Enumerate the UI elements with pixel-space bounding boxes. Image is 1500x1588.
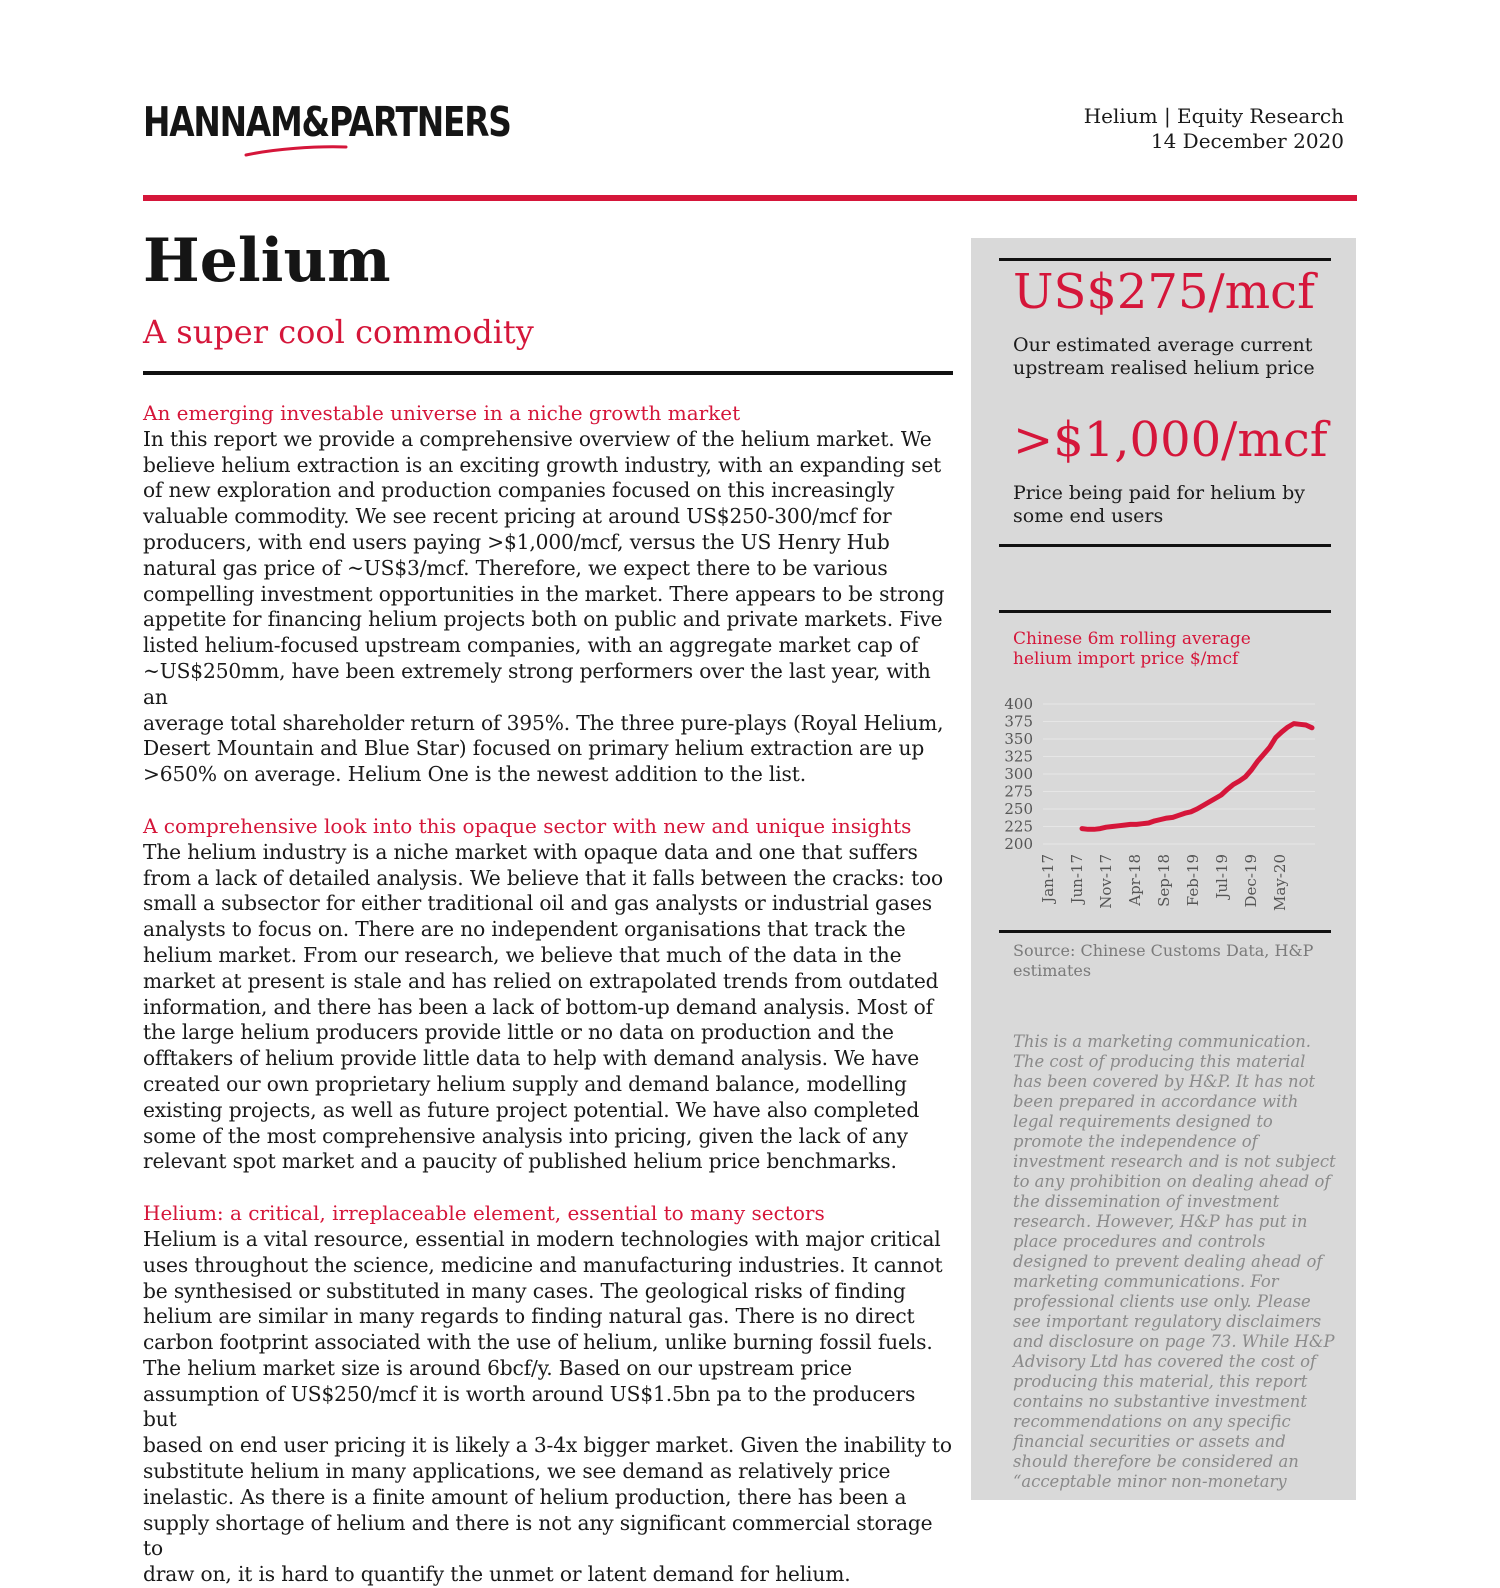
chart-title-block [1013, 629, 1313, 669]
x-tick-label: Feb-19 [1184, 854, 1202, 907]
section-heading: Helium: a critical, irreplaceable element, essential to many sectors [143, 1201, 825, 1226]
chart-title: Chinese 6m rolling average helium import price $/mcf [1013, 629, 1251, 669]
x-tick-label: Jan-17 [1039, 854, 1057, 903]
section-body: The helium industry is a niche market with opaque data and one that suffers from a lack of detailed analysis. We believe that it falls between the cracks: too small a subsector for either traditional oil and gas analysts or industrial gases analysts to focus on. There are no independent organisations that track the helium market. From our research, we believe that much of the data in the market at present is stale and has relied on extrapolated trends from outdated information, and there has been a lack of bottom-up demand analysis. Most of the large helium producers provide little or no data on production and the offtakers of helium provide little data to help with demand analysis. We have created our own proprietary helium supply and demand balance, modelling existing projects, as well as future project potential. We have also completed some of the most comprehensive analysis into pricing, given the lack of any relevant spot market and a paucity of published helium price benchmarks. [143, 839, 944, 1174]
stat-end-user-price [1013, 412, 1328, 528]
stat-upstream-caption: Our estimated average current upstream realised helium price [1013, 334, 1315, 379]
section-critical-element [143, 1201, 953, 1588]
x-tick-label: Apr-18 [1126, 854, 1144, 906]
x-tick-label: Jul-19 [1213, 854, 1231, 899]
y-tick-label: 275 [1004, 782, 1033, 801]
y-tick-label: 225 [1004, 817, 1033, 836]
stat-end-user-caption: Price being paid for helium by some end users [1013, 482, 1305, 527]
x-tick-label: Nov-17 [1097, 854, 1115, 909]
section-comprehensive-look [143, 814, 953, 1175]
y-tick-label: 375 [1004, 712, 1033, 731]
disclaimer-text: This is a marketing communication. The cost of producing this material has been covered by H&P. It has not been prepared in accordance with legal requirements designed to promote the independence of investment research and is not subject to any prohibition on dealing ahead of the dissemination of investment research. However, H&P has put in place procedures and controls designed to prevent dealing ahead of marketing communications. For professional clients use only. Please see important regulatory disclaimers and disclosure on page 73. While H&P Advisory Ltd has covered the cost of producing this material, this report contains no substantive investment recommendations on any specific financial securities or assets and should therefore be considered an “acceptable minor non-monetary [1013, 1032, 1336, 1491]
section-heading: A comprehensive look into this opaque sector with new and unique insights [143, 813, 912, 838]
section-heading: An emerging investable universe in a niche growth market [143, 401, 741, 425]
report-meta [1084, 104, 1344, 154]
sidebar-rule-chart-bottom [999, 930, 1331, 933]
x-tick-label: Dec-19 [1242, 854, 1260, 908]
report-date: 14 December 2020 [1150, 129, 1344, 153]
disclaimer-block [1013, 1032, 1343, 1492]
chart-source-block [1013, 941, 1323, 981]
chart-source: Source: Chinese Customs Data, H&P estimates [1013, 941, 1314, 980]
sidebar-rule-stats-end [999, 544, 1331, 547]
y-tick-label: 350 [1004, 730, 1033, 748]
stat-upstream-price [1013, 264, 1323, 380]
title-divider [143, 371, 953, 375]
stat-upstream-value: US$275/mcf [1013, 264, 1315, 320]
section-body: Helium is a vital resource, essential in modern technologies with major critical uses throughout the science, medicine and manufacturing industries. It cannot be synthesised or substituted in many cases. The geological risks of finding helium are similar in many regards to finding natural gas. There is no direct carbon footprint associated with the use of helium, unlike burning fossil fuels. The helium market size is around 6bcf/y. Based on our upstream price assumption of US$250/mcf it is worth around US$1.5bn pa to the producers but based on end user pricing it is likely a 3-4x bigger market. Given the inability to substitute helium in many applications, we see demand as relatively price inelastic. As there is a finite amount of helium production, there has been a supply shortage of helium and there is not any significant commercial storage to draw on, it is hard to quantify the unmet or latent demand for helium. [143, 1226, 952, 1587]
x-tick-label: Sep-18 [1155, 854, 1173, 907]
stat-end-user-value: >$1,000/mcf [1013, 412, 1328, 468]
logo-swoosh-icon [244, 144, 348, 158]
y-tick-label: 200 [1004, 835, 1033, 853]
x-tick-label: Jun-17 [1068, 854, 1086, 904]
sidebar-rule-top [999, 258, 1331, 261]
y-tick-label: 325 [1004, 747, 1033, 766]
x-tick-label: May-20 [1271, 854, 1289, 911]
page-title: Helium [143, 226, 391, 296]
sidebar [971, 238, 1356, 1500]
sidebar-rule-chart-top [999, 610, 1331, 613]
header-divider [143, 195, 1357, 201]
y-tick-label: 250 [1004, 800, 1033, 818]
page-subtitle: A super cool commodity [143, 313, 534, 351]
y-tick-label: 300 [1004, 765, 1033, 783]
price-line-chart [971, 690, 1321, 930]
report-type: Helium | Equity Research [1083, 104, 1344, 128]
logo-text: HANNAM&PARTNERS [143, 98, 511, 146]
section-body: In this report we provide a comprehensive overview of the helium market. We believe helium extraction is an exciting growth industry, with an expanding set of new exploration and production companies focused on this increasingly valuable commodity. We see recent pricing at around US$250-300/mcf for producers, with end users paying >$1,000/mcf, versus the US Henry Hub natural gas price of ~US$3/mcf. Therefore, we expect there to be various compelling investment opportunities in the market. There appears to be strong appetite for financing helium projects both on public and private markets. Five listed helium-focused upstream companies, with an aggregate market cap of ~US$250mm, have been extremely strong performers over the last year, with an average total shareholder return of 395%. The three pure-plays (Royal Helium, Desert Mountain and Blue Star) focused on primary helium extraction are up >650% on average. Helium One is the newest addition to the list. [143, 426, 945, 787]
y-tick-label: 400 [1004, 695, 1033, 713]
main-content [143, 225, 953, 1588]
section-investable-universe [143, 401, 953, 788]
